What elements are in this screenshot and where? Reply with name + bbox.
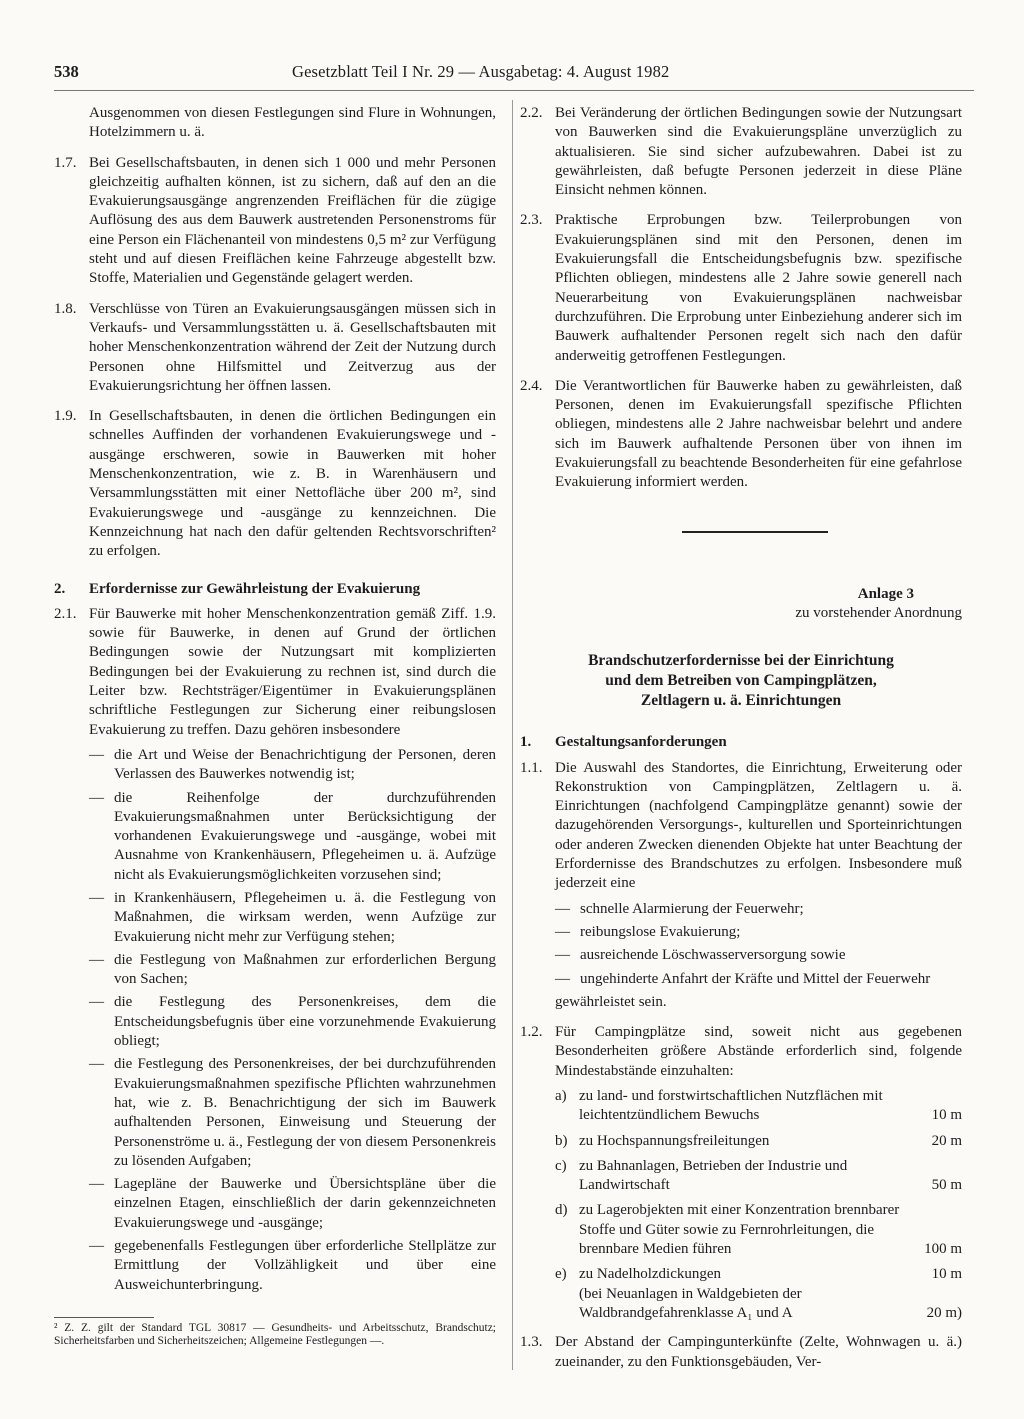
list-item (89, 1175, 496, 1233)
column-divider (512, 100, 513, 1370)
paragraph-1-7 (54, 154, 496, 289)
annex-title-line: und dem Betreiben von Campingplätzen, (605, 672, 877, 690)
item-value: 10 m (931, 1107, 962, 1124)
annex-title-line: Zeltlagern u. ä. Einrichtungen (640, 692, 842, 710)
list-item-text: die Festlegung von Maßnahmen zur erforderlichen Bergung von Sachen; (114, 951, 496, 988)
dash-marker: — (555, 947, 570, 964)
page-header (54, 62, 974, 86)
bullet-list-2-1 (89, 746, 496, 1295)
distance-item (555, 1132, 962, 1151)
distance-item (555, 1087, 962, 1126)
dash-marker: — (555, 923, 570, 940)
dash-marker: — (89, 789, 104, 806)
item-note-text: (bei Neuanlagen in Waldgebieten der Waldbrandgefahrenklasse A₁ und A (579, 1285, 802, 1321)
dash-marker: — (555, 900, 570, 917)
paragraph-1-2 (520, 1023, 962, 1081)
item-text: zu Nadelholzdickungen (579, 1266, 722, 1283)
list-item (555, 923, 962, 942)
list-item-text: die Festlegung des Personenkreises, dem die Entscheidungsbefugnis über eine vorzunehmende Evakuierung obliegt; (114, 994, 496, 1050)
paragraph-number: 2.2. (520, 105, 543, 121)
paragraph-text: Die Verantwortlichen für Bauwerke haben zu gewährleisten, daß Personen, denen im Evakuierungsfall spezifische Pflichten obliegen, mindestens alle 2 Jahre nachweisbar belehrt und andere sich im Bauwerk aufhaltende Personen über von ihnen im Evakuierungsfall zu beachtende Besonderheiten für eine gefahrlose Evakuierung informiert werden. (555, 377, 962, 491)
list-item (89, 789, 496, 885)
list-item-text: in Krankenhäusern, Pflegeheimen u. ä. die Festlegung von Maßnahmen, die wirksam werden, wenn Aufzüge zur Evakuierung nicht mehr zur Verfügung stehen; (114, 889, 496, 945)
footnote-rule (54, 1317, 154, 1318)
header-rule (54, 90, 974, 91)
list-item-text: ausreichende Löschwasserversorgung sowie (580, 947, 846, 964)
paragraph-number: 2.3. (520, 212, 543, 229)
section-number: 1. (520, 734, 532, 751)
page-number: 538 (54, 62, 79, 81)
item-letter: a) (555, 1087, 567, 1104)
item-text: zu Hochspannungsfreileitungen (579, 1132, 770, 1149)
item-value: 10 m (931, 1266, 962, 1283)
paragraph-number: 1.8. (54, 300, 77, 317)
list-item-text: die Reihenfolge der durchzuführenden Evakuierungsmaßnahmen unter Berücksichtigung der vorhandenen Evakuierungswege und -ausgänge, wobei mit Ausnahme von Krankenhäusern, Pflegeheimen u. ä. Aufzüge nicht als Evakuierungsmöglichkeiten vorzusehen sind; (114, 789, 496, 883)
list-item (555, 900, 962, 919)
annex-subtitle: zu vorstehender Anordnung (795, 604, 962, 621)
paragraph-text: Bei Veränderung der örtlichen Bedingungen sowie der Nutzungsart von Bauwerken sind die Evakuierungspläne unverzüglich zu aktualisieren. Sie sind sicher aufzubewahren. Dabei ist zu gewährleisten, daß befugte Personen jederzeit in diese Pläne Einsicht nehmen können. (555, 105, 962, 199)
section-heading-1 (520, 733, 962, 752)
section-heading-2 (54, 580, 496, 599)
paragraph-text: In Gesellschaftsbauten, in denen die örtlichen Bedingungen ein schnelles Auffinden der vorhandenen Evakuierungswege und -ausgänge erschweren, sowie in Bauwerken mit hoher Menschenkonzentration, wie z. B. in Warenhäusern und Versammlungsstätten mit einer Nettofläche über 200 m², sind Evakuierungswege und -ausgänge zu kennzeichnen. Die Kennzeichnung hat nach den dafür geltenden Rechtsvorschriften² zu erfolgen. (89, 408, 496, 560)
paragraph-number: 1.3. (520, 1334, 543, 1351)
bullet-list-1-1 (555, 900, 962, 989)
dash-marker: — (555, 970, 570, 987)
item-letter: b) (555, 1132, 568, 1149)
paragraph-number: 2.4. (520, 377, 543, 394)
list-item (89, 951, 496, 990)
paragraph-text: Für Bauwerke mit hoher Menschenkonzentration gemäß Ziff. 1.9. sowie für Bauwerke, in denen auf Grund der örtlichen Bedingungen sowie der Nutzungsart mit komplizierten Bedingungen bei der Evakuierung zu rechnen ist, sind durch die Leiter bzw. Rechtsträger/Eigentümer in Evakuierungsplänen schriftliche Festlegungen zur Sicherung einer reibungslosen Evakuierung zu treffen. Dazu gehören insbesondere (89, 605, 496, 738)
distance-item (555, 1157, 962, 1196)
item-text: zu land- und forstwirtschaftlichen Nutzflächen mit leichtentzündlichem Bewuchs (579, 1087, 883, 1124)
list-item-text: ungehinderte Anfahrt der Kräfte und Mittel der Feuerwehr (580, 970, 931, 987)
paragraph-1-1 (520, 759, 962, 894)
dash-marker: — (89, 951, 104, 968)
paragraph-2-4 (520, 377, 962, 493)
dash-marker: — (89, 889, 104, 906)
paragraph-number: 1.7. (54, 154, 77, 171)
paragraph-1-8 (54, 300, 496, 396)
list-item (89, 1055, 496, 1171)
annex-title (520, 651, 962, 711)
list-item-text: gegebenenfalls Festlegungen über erforderliche Stellplätze zur Ermittlung der Vollzähligkeit und über eine Ausweichunterbringung. (114, 1238, 496, 1293)
paragraph-number: 1.1. (520, 759, 543, 776)
list-item-text: reibungslose Evakuierung; (580, 923, 741, 940)
paragraph-1-9 (54, 407, 496, 561)
dash-marker: — (89, 1238, 104, 1255)
section-title: Erfordernisse zur Gewährleistung der Evakuierung (89, 580, 421, 597)
after-bullets-text: gewährleistet sein. (555, 993, 667, 1010)
paragraph-2-1 (54, 605, 496, 740)
section-number: 2. (54, 580, 66, 597)
section-title: Gestaltungsanforderungen (555, 734, 727, 751)
paragraph-text: Verschlüsse von Türen an Evakuierungsausgängen müssen sich in Verkaufs- und Versammlungsstätten u. ä. Gesellschaftsbauten mit hoher Menschenkonzentration während der Zeit der Nutzung durch Personen ohne Hilfsmittel und Zeitverzug aus der Evakuierungsrichtung her öffnen lassen. (89, 300, 496, 394)
item-value: 50 m (931, 1177, 962, 1194)
annex-title-line: Brandschutzerfordernisse bei der Einrichtung (588, 652, 894, 670)
paragraph-text: Praktische Erprobungen bzw. Teilerprobungen von Evakuierungsplänen sind mit den Personen, denen im Evakuierungsfall die Entscheidungsbefugnis bzw. spezifische Pflichten obliegen, mindestens alle 2 Jahre sowie generell nach Neuerarbeitung von Evakuierungsplänen nachweisbar durchzuführen. Die Erprobung unter Einbeziehung anderer sich im Bauwerk aufhaltender Personen regelt sich nach den dafür anderweitig getroffenen Festlegungen. (555, 212, 962, 364)
list-item (89, 889, 496, 947)
list-item (555, 946, 962, 965)
left-column (54, 104, 496, 1348)
paragraph-number: 1.9. (54, 408, 77, 425)
paragraph-2-3 (520, 211, 962, 365)
right-column (520, 104, 962, 1383)
distance-list (555, 1087, 962, 1323)
distance-item (555, 1201, 962, 1259)
paragraph-2-2 (520, 104, 962, 200)
dash-marker: — (89, 746, 104, 763)
separator-rule (682, 531, 828, 533)
list-item (89, 1237, 496, 1295)
paragraph-text: Die Auswahl des Standortes, die Einrichtung, Erweiterung oder Rekonstruktion von Campingplätzen, Zeltlagern u. ä. Einrichtungen (nachfolgend Campingplätze genannt) sowie der dazugehörenden Versorgungs-, kulturellen und Sporteinrichtungen oder anderen Zwecken dienenden Objekte hat unter Beachtung der Erfordernisse des Brandschutzes zu erfolgen. Insbesondere muß jederzeit eine (555, 759, 962, 892)
list-item-text: die Art und Weise der Benachrichtigung der Personen, deren Verlassen des Bauwerkes notwendig ist; (114, 746, 496, 783)
header-title: Gesetzblatt Teil I Nr. 29 — Ausgabetag: 4. August 1982 (292, 62, 670, 81)
paragraph-text: Bei Gesellschaftsbauten, in denen sich 1 000 und mehr Personen gleichzeitig aufhalten können, ist zu sichern, daß auf den an die Evakuierungsausgänge angrenzenden Freiflächen für die zügige Auflösung des aus dem Bauwerk austretenden Personenstroms für eine Person ein Flächenanteil von mindestens 0,5 m² zur Verfügung steht und auf diesen Freiflächen keine Fahrzeuge abgestellt bzw. Stoffe, Materialien und Gegenstände gelagert werden. (89, 154, 496, 287)
list-item (89, 746, 496, 785)
distance-item (555, 1265, 962, 1284)
list-item (555, 970, 962, 989)
paragraph-text: Für Campingplätze sind, soweit nicht aus gegebenen Besonderheiten größere Abstände erforderlich sind, folgende Mindestabstände einzuhalten: (555, 1024, 962, 1079)
annex-label: Anlage 3 (857, 585, 914, 602)
intro-paragraph: Ausgenommen von diesen Festlegungen sind Flure in Wohnungen, Hotelzimmern u. ä. (89, 105, 496, 141)
dash-marker: — (89, 1056, 104, 1073)
dash-marker: — (89, 994, 104, 1011)
footnote: ² Z. Z. gilt der Standard TGL 30817 — Gesundheits- und Arbeitsschutz, Brandschutz; Sicherheitsfarben und Sicherheitszeichen; Allgemeine Festlegungen —. (54, 1321, 496, 1347)
item-letter: d) (555, 1202, 568, 1219)
paragraph-number: 2.1. (54, 605, 77, 622)
list-item-text: die Festlegung des Personenkreises, der bei durchzuführenden Evakuierungsmaßnahmen spezifische Pflichten wahrzunehmen hat, wie z. B. Benachrichtigung der sich im Bauwerk aufhaltenden Personen, Einweisung und Steuerung der Personenströme u. ä., Festlegung der von diesem Personenkreis zu lösenden Aufgaben; (114, 1056, 496, 1169)
paragraph-1-3 (520, 1333, 962, 1372)
distance-note (555, 1285, 962, 1324)
paragraph-number: 1.2. (520, 1024, 543, 1041)
item-letter: c) (555, 1157, 567, 1174)
item-text: zu Bahnanlagen, Betrieben der Industrie und Landwirtschaft (579, 1157, 848, 1194)
item-text: zu Lagerobjekten mit einer Konzentration brennbarer Stoffe und Güter sowie zu Fernrohrleitungen, die brennbare Medien führen (579, 1202, 900, 1258)
paragraph-text: Der Abstand der Campingunterkünfte (Zelte, Wohnwagen u. ä.) zueinander, zu den Funktionsgebäuden, Ver- (555, 1334, 962, 1370)
list-item (89, 993, 496, 1051)
list-item-text: Lagepläne der Bauwerke und Übersichtspläne über die einzelnen Etagen, einschließlich der darin gekennzeichneten Evakuierungswege und -ausgänge; (114, 1176, 496, 1231)
list-item-text: schnelle Alarmierung der Feuerwehr; (580, 900, 804, 917)
dash-marker: — (89, 1176, 104, 1193)
item-letter: e) (555, 1266, 567, 1283)
item-value: 100 m (924, 1241, 962, 1258)
item-value: 20 m (931, 1132, 962, 1149)
item-note-value: 20 m) (926, 1304, 962, 1321)
